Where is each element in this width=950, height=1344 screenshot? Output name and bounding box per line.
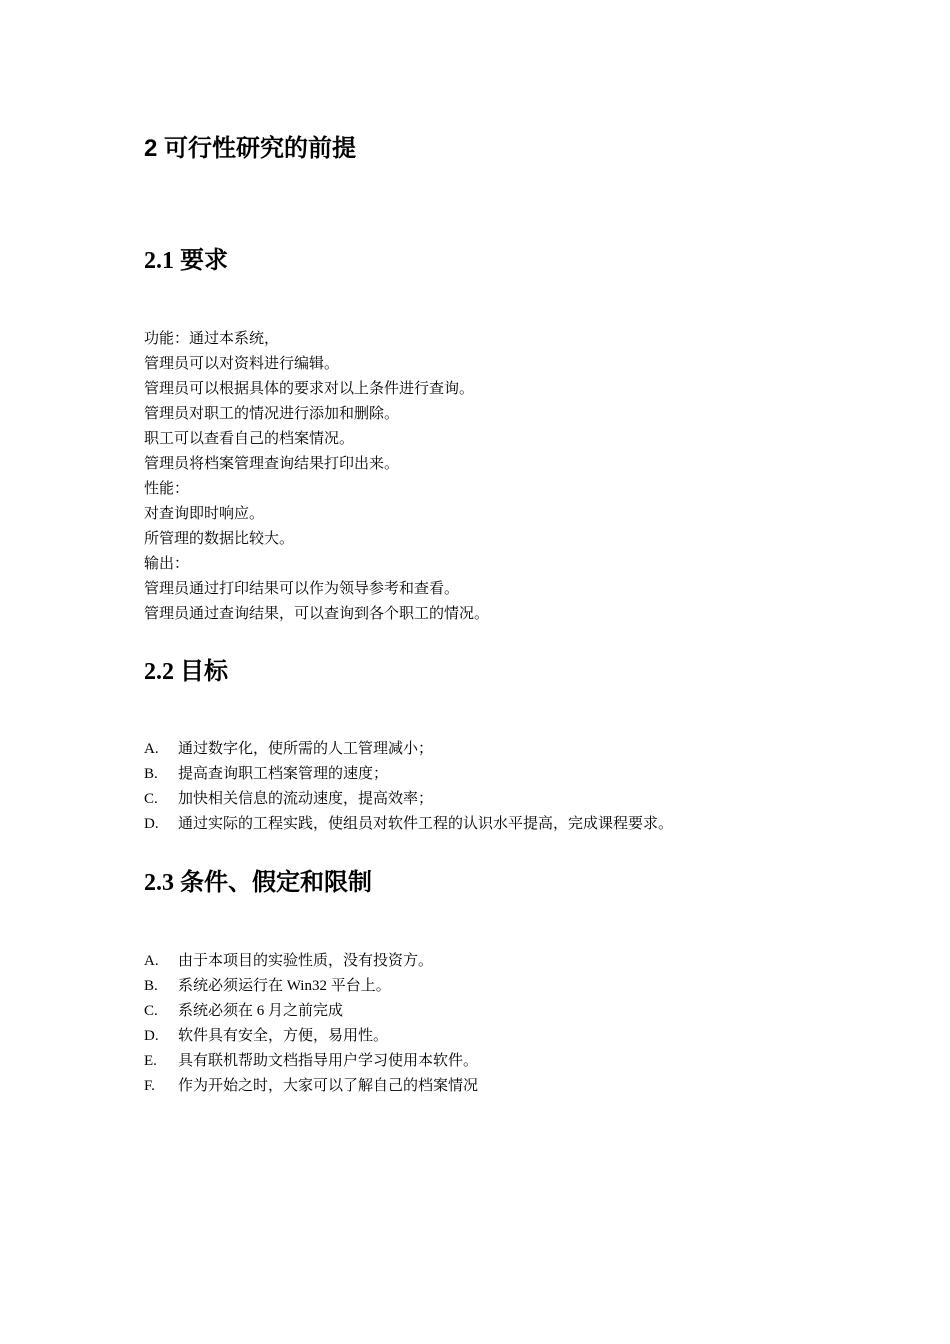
list-item: [144, 787, 673, 812]
constraints-list: [144, 949, 478, 1099]
text-line: 所管理的数据比较大。: [144, 531, 295, 547]
text-line: 职工可以查看自己的档案情况。: [144, 431, 355, 447]
list-marker: D.: [144, 816, 159, 832]
text-line: 管理员可以根据具体的要求对以上条件进行查询。: [144, 381, 475, 397]
text-line: 功能：通过本系统，: [144, 331, 280, 347]
text-line: 管理员通过打印结果可以作为领导参考和查看。: [144, 581, 460, 597]
list-item-text: 通过实际的工程实践，使组员对软件工程的认识水平提高，完成课程要求。: [178, 816, 674, 832]
list-marker: A.: [144, 953, 159, 969]
list-item: [144, 1024, 478, 1049]
list-marker: B.: [144, 978, 158, 994]
list-item: [144, 1074, 478, 1099]
list-item-text: 通过数字化，使所需的人工管理减小；: [178, 741, 434, 757]
list-item-text: 系统必须在 6 月之前完成: [178, 1003, 344, 1019]
text-line: 管理员对职工的情况进行添加和删除。: [144, 406, 400, 422]
list-item: [144, 974, 478, 999]
list-marker: A.: [144, 741, 159, 757]
list-marker: B.: [144, 766, 158, 782]
list-marker: C.: [144, 1003, 158, 1019]
list-item: [144, 999, 478, 1024]
list-item: [144, 949, 478, 974]
requirements-text: [144, 327, 489, 627]
text-line: 性能：: [144, 481, 190, 497]
page-title: 2 可行性研究的前提: [144, 135, 357, 162]
list-marker: E.: [144, 1053, 157, 1069]
section-heading-goals: 2.2 目标: [144, 659, 228, 685]
text-line: 输出：: [144, 556, 190, 572]
list-item-text: 软件具有安全，方便，易用性。: [178, 1028, 389, 1044]
text-line: 管理员通过查询结果，可以查询到各个职工的情况。: [144, 606, 490, 622]
list-marker: C.: [144, 791, 158, 807]
list-item-text: 加快相关信息的流动速度，提高效率；: [178, 791, 434, 807]
list-item-text: 具有联机帮助文档指导用户学习使用本软件。: [178, 1053, 479, 1069]
section-heading-constraints: 2.3 条件、假定和限制: [144, 870, 372, 896]
goals-list: [144, 737, 673, 837]
list-item-text: 系统必须运行在 Win32 平台上。: [178, 978, 391, 994]
list-item: [144, 737, 673, 762]
list-item-text: 由于本项目的实验性质，没有投资方。: [178, 953, 434, 969]
list-item-text: 作为开始之时，大家可以了解自己的档案情况: [178, 1078, 479, 1094]
text-line: 对查询即时响应。: [144, 506, 265, 522]
text-line: 管理员可以对资料进行编辑。: [144, 356, 340, 372]
list-marker: F.: [144, 1078, 155, 1094]
list-item: [144, 1049, 478, 1074]
list-marker: D.: [144, 1028, 159, 1044]
list-item: [144, 762, 673, 787]
list-item: [144, 812, 673, 837]
section-heading-requirements: 2.1 要求: [144, 248, 228, 274]
text-line: 管理员将档案管理查询结果打印出来。: [144, 456, 400, 472]
list-item-text: 提高查询职工档案管理的速度；: [178, 766, 389, 782]
